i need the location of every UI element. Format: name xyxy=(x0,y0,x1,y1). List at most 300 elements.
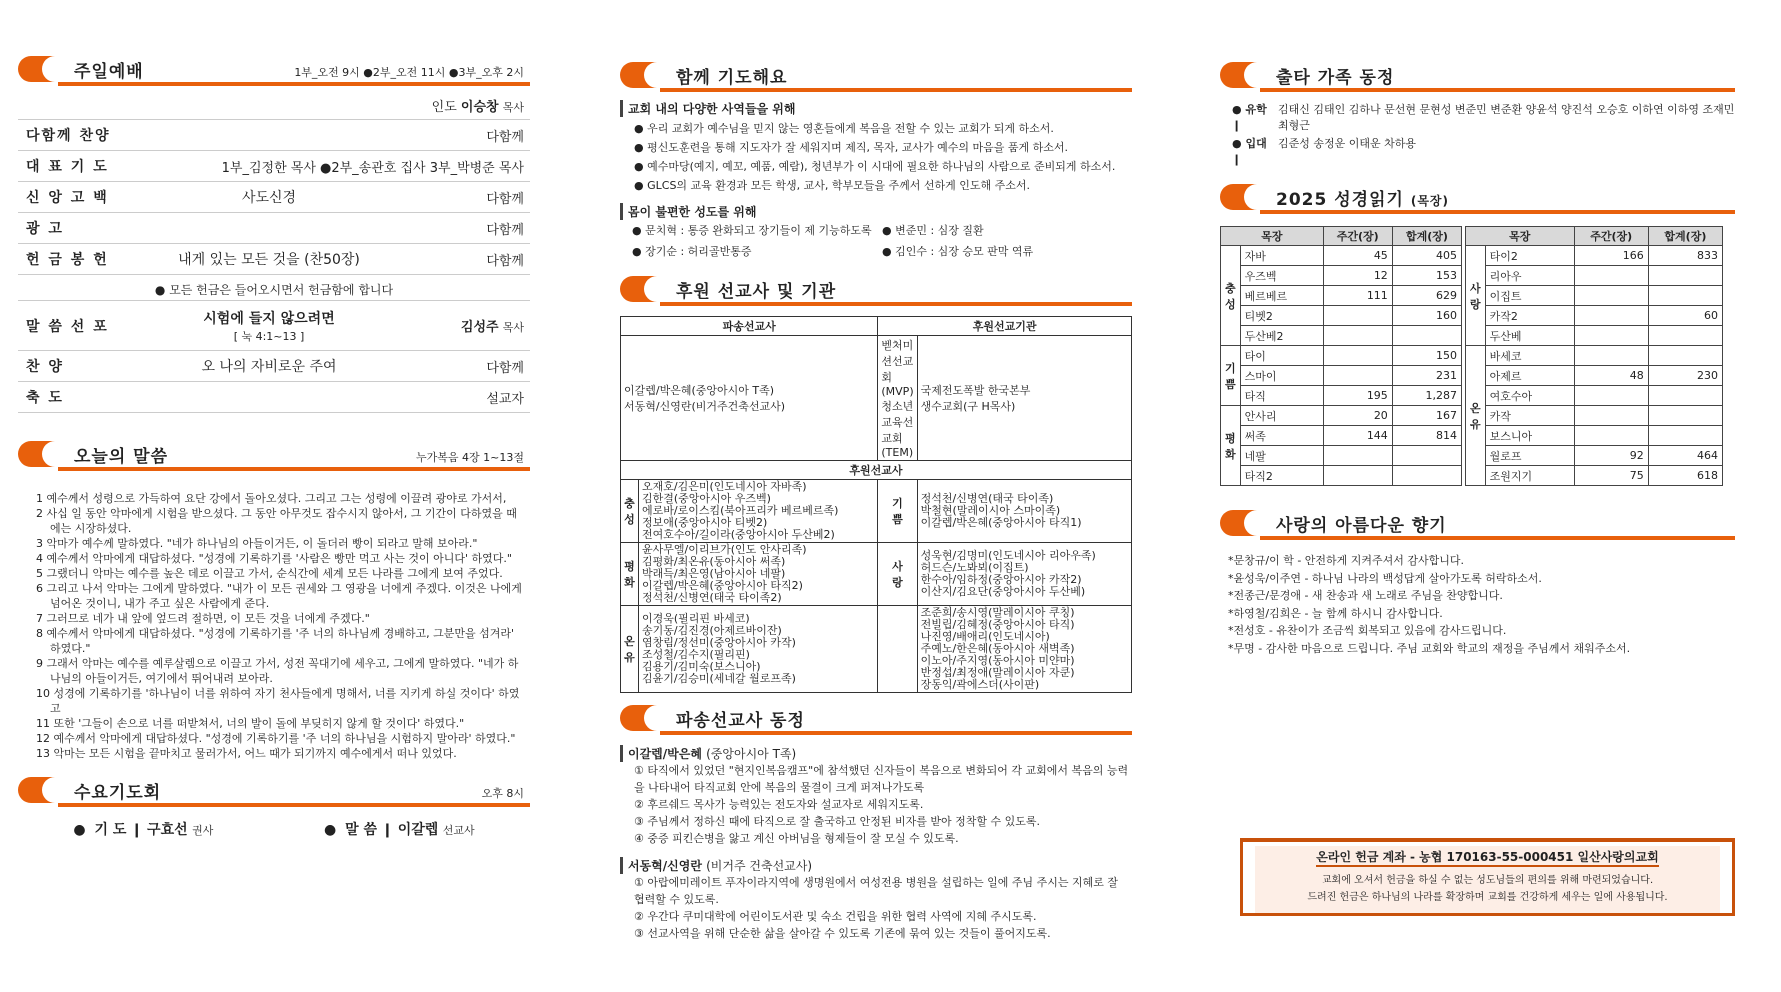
org-item: 생수교회(구 H목사) xyxy=(920,400,1016,413)
reading-row xyxy=(1221,246,1462,266)
missionary-item: ③ 주님께서 정하신 때에 타직으로 잘 출국하고 안정된 비자를 받아 정착할 수 있도록. xyxy=(634,815,1040,828)
sick-item: ● 김인수 : 심장 승모 판막 역류 xyxy=(882,245,1034,258)
reading-row xyxy=(1221,406,1462,426)
supporter-item: 조준희/송시영(말레이시아 쿠칭) xyxy=(920,606,1075,619)
reading-row xyxy=(1221,326,1462,346)
reading-total: 405 xyxy=(1392,246,1461,266)
reading-weekly xyxy=(1323,326,1392,346)
account-note: 교회에 오셔서 헌금을 하실 수 없는 성도님들의 편의를 위해 마련되었습니다. xyxy=(1321,875,1654,886)
leader-name: 이승창 xyxy=(460,100,499,115)
reading-row xyxy=(1221,266,1462,286)
account-title: 온라인 헌금 계좌 - 농협 170163-55-000451 일산사랑의교회 xyxy=(1316,846,1658,867)
sick-text: 김인수 : 심장 승모 판막 역류 xyxy=(895,245,1034,258)
preacher-name: 김성주 xyxy=(460,320,499,335)
reading-total: 150 xyxy=(1392,346,1461,366)
army-label: 입대 xyxy=(1245,137,1267,150)
reading-weekly xyxy=(1574,306,1648,326)
reading-row xyxy=(1466,306,1723,326)
supporter-item: 박철현(말레이시아 스마이족) xyxy=(920,504,1061,517)
reading-name: 티벳2 xyxy=(1240,306,1323,326)
sermon-ref: [ 눅 4:1~13 ] xyxy=(233,329,305,343)
reading-weekly: 195 xyxy=(1323,386,1392,406)
reading-row xyxy=(1466,406,1723,426)
verse-item: 5 그랬더니 악마는 예수를 높은 데로 이끌고 가서, 순식간에 세계 모든 나라를 그에게 보여 주었다. xyxy=(36,567,503,580)
verse-item: 7 그러므로 네가 내 앞에 엎드려 절하면, 이 모든 것을 너에게 주겠다." xyxy=(36,612,370,625)
column-worship xyxy=(18,50,530,839)
org-cell xyxy=(917,336,1131,461)
order-right: 다함께 xyxy=(486,253,524,269)
pray-text: GLCS의 교육 환경과 모든 학생, 교사, 학부모들을 주께서 선하게 인도해 주소서. xyxy=(647,179,1031,192)
fragrance-item: *무명 - 감사한 마음으로 드립니다. 주님 교회와 학교의 재정을 주님께서 채워주소서. xyxy=(1228,641,1631,655)
supporter-item: 이갈렙/박은혜(중앙아시아 타직1) xyxy=(920,516,1082,529)
reading-total xyxy=(1648,346,1722,366)
reading-group: 사 랑 xyxy=(1466,246,1486,346)
account-box xyxy=(1240,838,1735,916)
order-row xyxy=(18,351,530,382)
reading-name: 카작 xyxy=(1485,406,1574,426)
reading-group: 평 화 xyxy=(1221,406,1241,486)
reading-total: 629 xyxy=(1392,286,1461,306)
reading-name: 리아우 xyxy=(1485,266,1574,286)
reading-name: 월로프 xyxy=(1485,446,1574,466)
reading-total: 60 xyxy=(1648,306,1722,326)
order-right: 다함께 xyxy=(486,360,524,376)
support-title: 후원 선교사 및 기관 xyxy=(676,281,837,302)
reading-total: 618 xyxy=(1648,466,1722,486)
order-right: 다함께 xyxy=(486,191,524,207)
pray-item: ● 예수마당(예지, 예꼬, 예품, 예람), 청년부가 이 시대에 필요한 하나님의 사람으로 준비되게 하소서. xyxy=(634,160,1116,173)
order-label: 다함께 찬양 xyxy=(26,128,111,144)
order-mid: 내게 있는 모든 것을 (찬50장) xyxy=(178,252,360,268)
missionary-item: ① 타직에서 있었던 "현지인복음캠프"에 참석했던 신자들이 복음으로 변화되어 각 교회에서 복음의 능력을 나타내어 타직교회 안에 복음의 물결이 크게 퍼져나가도록 xyxy=(634,764,1129,794)
reading-total xyxy=(1392,466,1461,486)
group-label: 온 유 xyxy=(621,606,639,693)
wed-word-name: 이갈렙 xyxy=(397,822,439,838)
reading-row xyxy=(1466,426,1723,446)
reading-total: 153 xyxy=(1392,266,1461,286)
order-row xyxy=(18,151,530,182)
sick-item: ● 변준민 : 심장 질환 xyxy=(882,224,984,237)
reading-name: 베르베르 xyxy=(1240,286,1323,306)
verse-item: 8 예수께서 악마에게 대답하셨다. "성경에 기록하기를 '주 너의 하나님께 경배하고, 그분만을 섬겨라' 하였다." xyxy=(36,627,514,655)
supporter-item: 에로바/로이스킴(북아프리카 베르베르족) xyxy=(642,504,839,517)
preacher xyxy=(420,316,530,335)
supporter-item: 김용기/김미숙(보스니아) xyxy=(642,660,761,673)
sermon-row xyxy=(18,301,530,351)
sick-text: 장기순 : 허리골반통증 xyxy=(645,245,752,258)
reading-name: 두산베2 xyxy=(1240,326,1323,346)
reading-total xyxy=(1648,286,1722,306)
wed-title: 수요기도회 xyxy=(74,782,162,803)
order-row xyxy=(18,244,530,275)
reading-weekly: 48 xyxy=(1574,366,1648,386)
group-label: 충 성 xyxy=(621,480,639,543)
missionary-item: ② 후르쉐드 목사가 능력있는 전도자와 설교자로 세워지도록. xyxy=(634,798,924,811)
col-header: 합계(장) xyxy=(1648,227,1722,246)
reading-weekly xyxy=(1574,406,1648,426)
supporter-item: 전빌립/김혜정(중앙아시아 타직) xyxy=(920,618,1075,631)
fragrance-item: *윤성욱/이주연 - 하나님 나라의 백성답게 살아가도록 허락하소서. xyxy=(1228,571,1542,585)
supporter-item: 윤사무엘/이리브가(인도 안사리족) xyxy=(642,543,807,556)
account-note: 드려진 헌금은 하나님의 나라를 확장하며 교회를 건강하게 세우는 일에 사용됩니다. xyxy=(1307,892,1668,903)
family-army: ● 입대 ❙ 김준성 송정운 이태운 차하용 xyxy=(1232,137,1417,166)
leader-line xyxy=(18,88,530,120)
reading-name: 안사리 xyxy=(1240,406,1323,426)
pray-text: 예수마당(예지, 예꼬, 예품, 예람), 청년부가 이 시대에 필요한 하나님의 사람으로 준비되게 하소서. xyxy=(647,160,1116,173)
reading-weekly xyxy=(1574,426,1648,446)
missionary-item: ③ 선교사역을 위해 단순한 삶을 살아갈 수 있도록 기존에 묶여 있는 것들이 풀어지도록. xyxy=(634,927,1051,940)
leader-label: 인도 xyxy=(431,100,457,115)
reading-weekly xyxy=(1323,346,1392,366)
reading-row xyxy=(1221,346,1462,366)
column-family xyxy=(1220,56,1735,657)
wed-word-role: 선교사 xyxy=(442,824,475,837)
sent-item: 서동혁/신영란(비거주건축선교사) xyxy=(624,400,786,413)
reading-total xyxy=(1392,326,1461,346)
sup-header: 후원선교사 xyxy=(621,461,1132,480)
org-item: 벧처미션선교회(MVP) xyxy=(881,339,914,398)
col-header: 주간(장) xyxy=(1574,227,1648,246)
reading-row xyxy=(1221,466,1462,486)
supporter-item: 김윤기/김승미(세네갈 월로프족) xyxy=(642,672,796,685)
missionary-name: 이갈렙/박은혜 xyxy=(628,747,702,761)
wed-prayer-label: 기 도 xyxy=(94,822,127,838)
section-header-support xyxy=(620,270,1132,308)
org-cell xyxy=(878,336,917,461)
sick-item: ● 문치혁 : 통증 완화되고 장기들이 제 기능하도록 xyxy=(632,224,872,237)
sermon-title: 시험에 들지 않으려면 xyxy=(203,310,335,327)
wed-word-label: 말 씀 xyxy=(345,822,378,838)
reading-total: 814 xyxy=(1392,426,1461,446)
supporter-item: 전여호수아/길이라(중앙아시아 두산베2) xyxy=(642,528,835,541)
verse-item: 6 그리고 나서 악마는 그에게 말하였다. "내가 이 모든 권세와 그 영광을 너에게 주겠다. 이것은 나에게 넘어온 것이니, 내가 주고 싶은 사람에게 준다. xyxy=(36,582,522,610)
verse-item: 12 예수께서 악마에게 대답하셨다. "성경에 기록하기를 '주 너의 하나님을 시험하지 말아라' 하였다." xyxy=(36,732,516,745)
word-ref: 누가복음 4장 1~13절 xyxy=(416,451,524,464)
supporter-item: 이산지/김요단(중앙아시아 두산베) xyxy=(920,585,1086,598)
reading-row xyxy=(1466,246,1723,266)
missionary-item: ① 아랍에미레이트 푸자이라지역에 생명원에서 여성전용 병원을 설립하는 일에 주님 주시는 지혜로 잘 협력할 수 있도록. xyxy=(634,876,1118,906)
wed-time: 오후 8시 xyxy=(481,787,524,800)
verse-item: 2 사십 일 동안 악마에게 시험을 받으셨다. 그 동안 아무것도 잡수시지 않아서, 그 기간이 다하였을 때에는 시장하셨다. xyxy=(36,507,517,535)
pray-text: 평신도훈련을 통해 지도자가 잘 세워지며 제직, 목자, 교사가 예수의 마음을 품게 하소서. xyxy=(647,141,1068,154)
order-label: 헌 금 봉 헌 xyxy=(26,252,109,268)
reading-group: 기 쁨 xyxy=(1221,346,1241,406)
verse-item: 9 그래서 악마는 예수를 예루살렘으로 이끌고 가서, 성전 꼭대기에 세우고, 그에게 말하였다. "네가 하나님의 아들이거든, 여기에서 뛰어내려 보아라. xyxy=(36,657,519,685)
reading-name: 이집트 xyxy=(1485,286,1574,306)
reading-weekly xyxy=(1323,366,1392,386)
group-list xyxy=(917,606,1131,693)
order-label: 축 도 xyxy=(26,390,64,406)
supporter-item: 김평화/최온유(동아시아 써족) xyxy=(642,555,786,568)
reading-group: 충 성 xyxy=(1221,246,1241,346)
reading-total xyxy=(1648,386,1722,406)
reading-weekly xyxy=(1323,466,1392,486)
verse-item: 3 악마가 예수께 말하였다. "네가 하나님의 아들이거든, 이 돌더러 빵이 되라고 말해 보아라." xyxy=(36,537,478,550)
reading-total xyxy=(1648,266,1722,286)
section-header-reading xyxy=(1220,178,1735,216)
supporter-item: 조성철/김수지(필리핀) xyxy=(642,648,750,661)
reading-row xyxy=(1221,386,1462,406)
section-header-pray xyxy=(620,56,1132,94)
pray-item: ● 우리 교회가 예수님을 믿지 않는 영혼들에게 복음을 전할 수 있는 교회가 되게 하소서. xyxy=(634,122,1054,135)
reading-row xyxy=(1466,446,1723,466)
reading-name: 타직 xyxy=(1240,386,1323,406)
verse-item: 11 또한 '그들이 손으로 너를 떠받쳐서, 너의 발이 돌에 부딪히지 않게 할 것이다' 하였다." xyxy=(36,717,465,730)
sick-list xyxy=(620,220,1132,262)
reading-title: 2025 성경읽기 xyxy=(1276,189,1404,210)
missionary-p2-head xyxy=(620,857,1132,874)
sick-text: 문치혁 : 통증 완화되고 장기들이 제 기능하도록 xyxy=(645,224,872,237)
supporter-item: 반정섭/최정애(말레이시아 자쿤) xyxy=(920,666,1075,679)
missionary-region: (중앙아시아 T족) xyxy=(706,747,797,761)
order-row xyxy=(18,120,530,151)
fragrance-list xyxy=(1228,552,1735,657)
worship-title: 주일예배 xyxy=(74,61,144,82)
reading-weekly: 92 xyxy=(1574,446,1648,466)
reading-row xyxy=(1466,326,1723,346)
reading-name: 써족 xyxy=(1240,426,1323,446)
reading-name: 타이2 xyxy=(1485,246,1574,266)
reading-total: 833 xyxy=(1648,246,1722,266)
pray-subheading: 교회 내의 다양한 사역들을 위해 xyxy=(620,100,1132,117)
reading-group: 온 유 xyxy=(1466,346,1486,486)
order-label: 신 앙 고 백 xyxy=(26,190,109,206)
verse-list xyxy=(36,491,524,761)
section-header-worship xyxy=(18,50,530,88)
reading-row xyxy=(1466,386,1723,406)
offering-note: ● 모든 헌금은 들어오시면서 헌금함에 합니다 xyxy=(18,275,530,301)
pray-item: ● GLCS의 교육 환경과 모든 학생, 교사, 학부모들을 주께서 선하게 인도해 주소서. xyxy=(634,179,1031,192)
wed-roles xyxy=(18,819,530,839)
fragrance-item: *하영철/김희은 - 늘 함께 하시니 감사합니다. xyxy=(1228,606,1443,620)
reading-weekly: 166 xyxy=(1574,246,1648,266)
reading-row xyxy=(1221,426,1462,446)
supporter-item: 주예노/한은혜(동아시아 새벽족) xyxy=(920,642,1075,655)
column-prayer xyxy=(620,56,1132,942)
supporter-item: 이갈렙/박은혜(중앙아시아 타직2) xyxy=(642,579,803,592)
wed-word: ● 말 씀 ❙ 이갈렙 선교사 xyxy=(324,822,475,838)
supporter-item: 정보애(중앙아시아 티벳2) xyxy=(642,516,768,529)
order-mid: 사도신경 xyxy=(241,190,297,206)
reading-table-right xyxy=(1465,226,1723,486)
reading-sub: (목장) xyxy=(1410,193,1449,208)
reading-row xyxy=(1221,366,1462,386)
family-study: ● 유학 ❙ 김태신 김태인 김하나 문선현 문현성 변준민 변준환 양윤석 양진석 오승호 이하연 이하영 조재민 최형근 xyxy=(1232,103,1735,132)
reading-total xyxy=(1648,406,1722,426)
reading-weekly xyxy=(1574,286,1648,306)
supporter-item: 정석천/신병연(태국 타이족) xyxy=(920,492,1054,505)
col-header: 합계(장) xyxy=(1392,227,1461,246)
reading-row xyxy=(1466,286,1723,306)
supporter-item: 송기동/김진경(아제르바이잔) xyxy=(642,624,782,637)
pray-title: 함께 기도해요 xyxy=(676,67,788,88)
reading-row xyxy=(1466,266,1723,286)
sick-item: ● 장기순 : 허리골반통증 xyxy=(632,245,752,258)
supporter-item: 김한결(중앙아시아 우즈벡) xyxy=(642,492,771,505)
reading-title-wrap xyxy=(1276,185,1449,210)
section-header-word xyxy=(18,435,530,473)
reading-name: 아제르 xyxy=(1485,366,1574,386)
reading-weekly: 144 xyxy=(1323,426,1392,446)
group-list xyxy=(639,480,878,543)
reading-name: 조원지기 xyxy=(1485,466,1574,486)
sick-subheading: 몸이 불편한 성도를 위해 xyxy=(620,203,1132,220)
missionary-title: 파송선교사 동정 xyxy=(676,710,805,731)
missionary-region: (비거주 건축선교사) xyxy=(706,859,813,873)
reading-total: 167 xyxy=(1392,406,1461,426)
section-header-family xyxy=(1220,56,1735,94)
col-header: 주간(장) xyxy=(1323,227,1392,246)
pray-list xyxy=(620,119,1132,195)
reading-name: 우즈벡 xyxy=(1240,266,1323,286)
reading-total: 464 xyxy=(1648,446,1722,466)
reading-weekly: 111 xyxy=(1323,286,1392,306)
sent-header: 파송선교사 xyxy=(621,317,878,336)
worship-times: 1부_오전 9시 ●2부_오전 11시 ●3부_오후 2시 xyxy=(294,66,524,79)
reading-weekly xyxy=(1574,266,1648,286)
section-header-fragrance xyxy=(1220,504,1735,542)
supporter-item: 이노아/주지영(동아시아 미얀마) xyxy=(920,654,1075,667)
reading-name: 보스니아 xyxy=(1485,426,1574,446)
group-label: 평 화 xyxy=(621,543,639,606)
sermon-label: 말 씀 선 포 xyxy=(26,318,109,335)
reading-weekly: 75 xyxy=(1574,466,1648,486)
reading-total xyxy=(1648,326,1722,346)
missionary-p1-head xyxy=(620,745,1132,762)
reading-name: 두산베 xyxy=(1485,326,1574,346)
org-item: 국제전도폭발 한국본부 xyxy=(920,384,1031,397)
sent-item: 이갈렙/박은혜(중앙아시아 T족) xyxy=(624,384,775,397)
reading-weekly xyxy=(1323,306,1392,326)
order-right: 다함께 xyxy=(486,129,524,145)
missionary-p2-list xyxy=(620,874,1132,942)
order-right: 다함께 xyxy=(486,222,524,238)
order-label: 대 표 기 도 xyxy=(26,159,109,175)
supporter-item: 허드슨/노봐뵈(이집트) xyxy=(920,561,1029,574)
supporter-item: 정석천/신병연(태국 타이족2) xyxy=(642,591,782,604)
reading-row xyxy=(1466,466,1723,486)
group-label: 사 랑 xyxy=(878,543,917,606)
reading-weekly xyxy=(1574,346,1648,366)
preacher-role: 목사 xyxy=(502,321,524,334)
verse-item: 4 예수께서 악마에게 대답하셨다. "성경에 기록하기를 '사람은 빵만 먹고 사는 것이 아니다' 하였다." xyxy=(36,552,512,565)
supporter-item: 한수아/임하정(중앙아시아 카작2) xyxy=(920,573,1082,586)
reading-name: 네팔 xyxy=(1240,446,1323,466)
fragrance-item: *문창규/이 학 - 안전하게 지켜주셔서 감사합니다. xyxy=(1228,554,1465,567)
reading-weekly: 12 xyxy=(1323,266,1392,286)
supporter-item: 장동익/곽에스더(사이판) xyxy=(920,678,1040,691)
reading-name: 바세코 xyxy=(1485,346,1574,366)
verse-item: 1 예수께서 성령으로 가득하여 요단 강에서 돌아오셨다. 그리고 그는 성령에 이끌려 광야로 가서서, xyxy=(36,492,507,505)
pray-text: 우리 교회가 예수님을 믿지 않는 영혼들에게 복음을 전할 수 있는 교회가 되게 하소서. xyxy=(647,122,1054,135)
reading-weekly: 45 xyxy=(1323,246,1392,266)
fragrance-title: 사랑의 아름다운 향기 xyxy=(1276,515,1447,536)
reading-weekly: 20 xyxy=(1323,406,1392,426)
group-list xyxy=(639,606,878,693)
reading-weekly xyxy=(1574,386,1648,406)
reading-total xyxy=(1392,446,1461,466)
sermon-info xyxy=(118,308,420,344)
fragrance-item: *전성호 - 유찬이가 조금씩 회복되고 있음에 감사드립니다. xyxy=(1228,624,1507,637)
order-label: 광 고 xyxy=(26,221,64,237)
reading-total: 230 xyxy=(1648,366,1722,386)
sent-cell xyxy=(621,336,878,461)
leader-role: 목사 xyxy=(502,101,524,114)
order-mid: 1부_김정한 목사 ●2부_송관호 집사 3부_박병준 목사 xyxy=(221,160,524,176)
reading-row xyxy=(1221,286,1462,306)
army-names: 김준성 송정운 이태운 차하용 xyxy=(1278,137,1417,150)
sick-text: 변준민 : 심장 질환 xyxy=(895,224,984,237)
order-row xyxy=(18,213,530,244)
wed-prayer-name: 구효선 xyxy=(147,822,188,838)
reading-name: 스마이 xyxy=(1240,366,1323,386)
reading-name: 카작2 xyxy=(1485,306,1574,326)
supporter-item: 나진영/배애리(인도네시아) xyxy=(920,630,1050,643)
col-header: 목장 xyxy=(1466,227,1575,246)
group-list xyxy=(639,543,878,606)
reading-name: 타이 xyxy=(1240,346,1323,366)
reading-name: 여호수아 xyxy=(1485,386,1574,406)
supporter-item: 성욱현/김명미(인도네시아 리아우족) xyxy=(920,549,1096,562)
support-table xyxy=(620,316,1132,693)
order-label: 찬 양 xyxy=(26,359,64,375)
missionary-p1-list xyxy=(620,762,1132,847)
supporter-item: 오재호/김은미(인도네시아 자바족) xyxy=(642,480,807,493)
pray-item: ● 평신도훈련을 통해 지도자가 잘 세워지며 제직, 목자, 교사가 예수의 마음을 품게 하소서. xyxy=(634,141,1068,154)
fragrance-item: *전종근/문경애 - 새 찬송과 새 노래로 주님을 찬양합니다. xyxy=(1228,589,1503,602)
reading-tables xyxy=(1220,226,1735,486)
order-right: 설교자 xyxy=(486,391,524,407)
verse-item: 10 성경에 기록하기를 '하나님이 너를 위하여 자기 천사들에게 명해서, 너를 지키게 하실 것이다' 하였고 xyxy=(36,687,520,715)
supporter-item: 이경욱(필리핀 바세코) xyxy=(642,612,750,625)
reading-total: 1,287 xyxy=(1392,386,1461,406)
reading-row xyxy=(1221,446,1462,466)
reading-weekly xyxy=(1574,326,1648,346)
verse-item: 13 악마는 모든 시험을 끝마치고 물러가서, 어느 때가 되기까지 예수에게서 떠나 있었다. xyxy=(36,747,457,760)
reading-row xyxy=(1221,306,1462,326)
supporter-item: 염창림/정선미(중앙아시아 카작) xyxy=(642,636,796,649)
order-row xyxy=(18,382,530,413)
col-header: 목장 xyxy=(1221,227,1324,246)
study-names: 김태신 김태인 김하나 문선현 문현성 변준민 변준환 양윤석 양진석 오승호 이하연 이하영 조재민 최형근 xyxy=(1278,103,1735,132)
offering-note-text: 모든 헌금은 들어오시면서 헌금함에 합니다 xyxy=(169,283,394,297)
reading-row xyxy=(1466,366,1723,386)
group-label: 기 쁨 xyxy=(878,480,917,543)
section-header-missionary xyxy=(620,699,1132,737)
missionary-item: ④ 중증 피킨슨병을 앓고 계신 아버님을 형제들이 잘 모실 수 있도록. xyxy=(634,832,959,845)
reading-total: 231 xyxy=(1392,366,1461,386)
org-item: 청소년교육선교회(TEM) xyxy=(881,400,914,459)
org-header: 후원선교기관 xyxy=(878,317,1132,336)
study-label: 유학 xyxy=(1245,103,1267,116)
wed-prayer-role: 권사 xyxy=(192,824,214,837)
reading-table-left xyxy=(1220,226,1462,486)
reading-total xyxy=(1648,426,1722,446)
reading-total: 160 xyxy=(1392,306,1461,326)
group-list xyxy=(917,480,1131,543)
section-header-wed xyxy=(18,771,530,809)
wed-prayer: ● 기 도 ❙ 구효선 권사 xyxy=(73,822,214,838)
reading-name: 타직2 xyxy=(1240,466,1323,486)
word-title: 오늘의 말씀 xyxy=(74,446,169,467)
reading-weekly xyxy=(1323,446,1392,466)
group-label xyxy=(878,606,917,693)
reading-name: 자바 xyxy=(1240,246,1323,266)
group-list xyxy=(917,543,1131,606)
family-title: 출타 가족 동정 xyxy=(1276,67,1395,88)
account-inner xyxy=(1255,846,1720,913)
missionary-item: ② 우간다 쿠미대학에 어린이도서관 및 숙소 건립을 위한 협력 사역에 지혜 주시도록. xyxy=(634,910,1037,923)
